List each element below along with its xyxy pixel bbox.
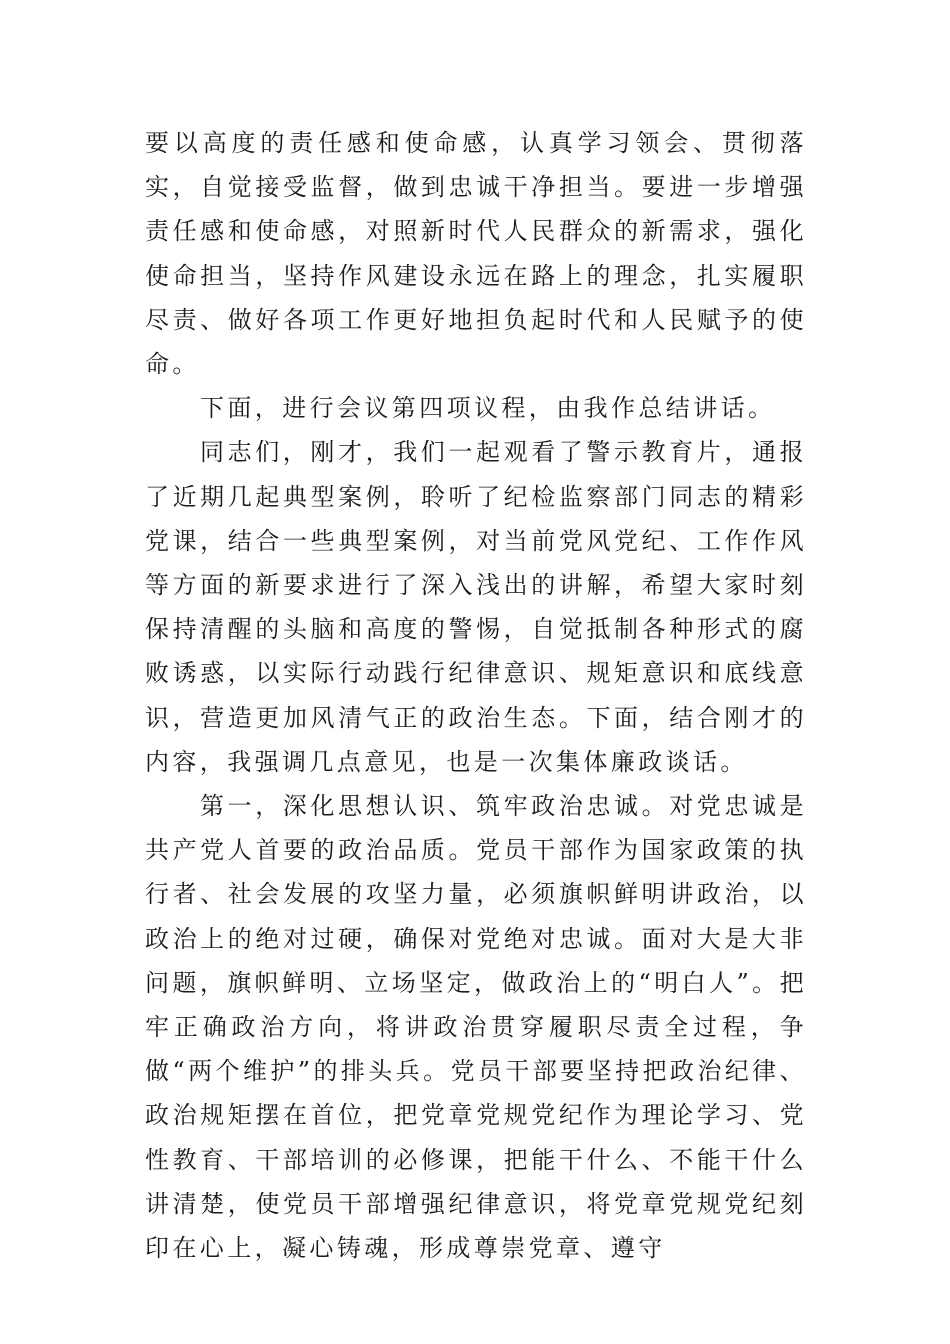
- paragraph-4: 第一，深化思想认识、筑牢政治忠诚。对党忠诚是共产党人首要的政治品质。党员干部作为国家政策的执行者、社会发展的攻坚力量，必须旗帜鲜明讲政治，以政治上的绝对过硬，确保对党绝对忠诚。面对大是大非问题，旗帜鲜明、立场坚定，做政治上的“明白人”。把牢正确政治方向，将讲政治贯穿履职尽责全过程，争做“两个维护”的排头兵。党员干部要坚持把政治纪律、政治规矩摆在首位，把党章党规党纪作为理论学习、党性教育、干部培训的必修课，把能干什么、不能干什么讲清楚，使党员干部增强纪律意识，将党章党规党纪刻印在心上，凝心铸魂，形成尊崇党章、遵守: [145, 792, 807, 1263]
- document-body: [145, 121, 807, 1270]
- paragraph-2: 下面，进行会议第四项议程，由我作总结讲话。: [200, 394, 776, 423]
- paragraph-1: 要以高度的责任感和使命感，认真学习领会、贯彻落实，自觉接受监督，做到忠诚干净担当。要进一步增强责任感和使命感，对照新时代人民群众的新需求，强化使命担当，坚持作风建设永远在路上的理念，扎实履职尽责、做好各项工作更好地担负起时代和人民赋予的使命。: [145, 129, 807, 379]
- paragraph-3: 同志们，刚才，我们一起观看了警示教育片，通报了近期几起典型案例，聆听了纪检监察部门同志的精彩党课，结合一些典型案例，对当前党风党纪、工作作风等方面的新要求进行了深入浅出的讲解，希望大家时刻保持清醒的头脑和高度的警惕，自觉抵制各种形式的腐败诱惑，以实际行动践行纪律意识、规矩意识和底线意识，营造更加风清气正的政治生态。下面，结合刚才的内容，我强调几点意见，也是一次集体廉政谈话。: [145, 438, 807, 776]
